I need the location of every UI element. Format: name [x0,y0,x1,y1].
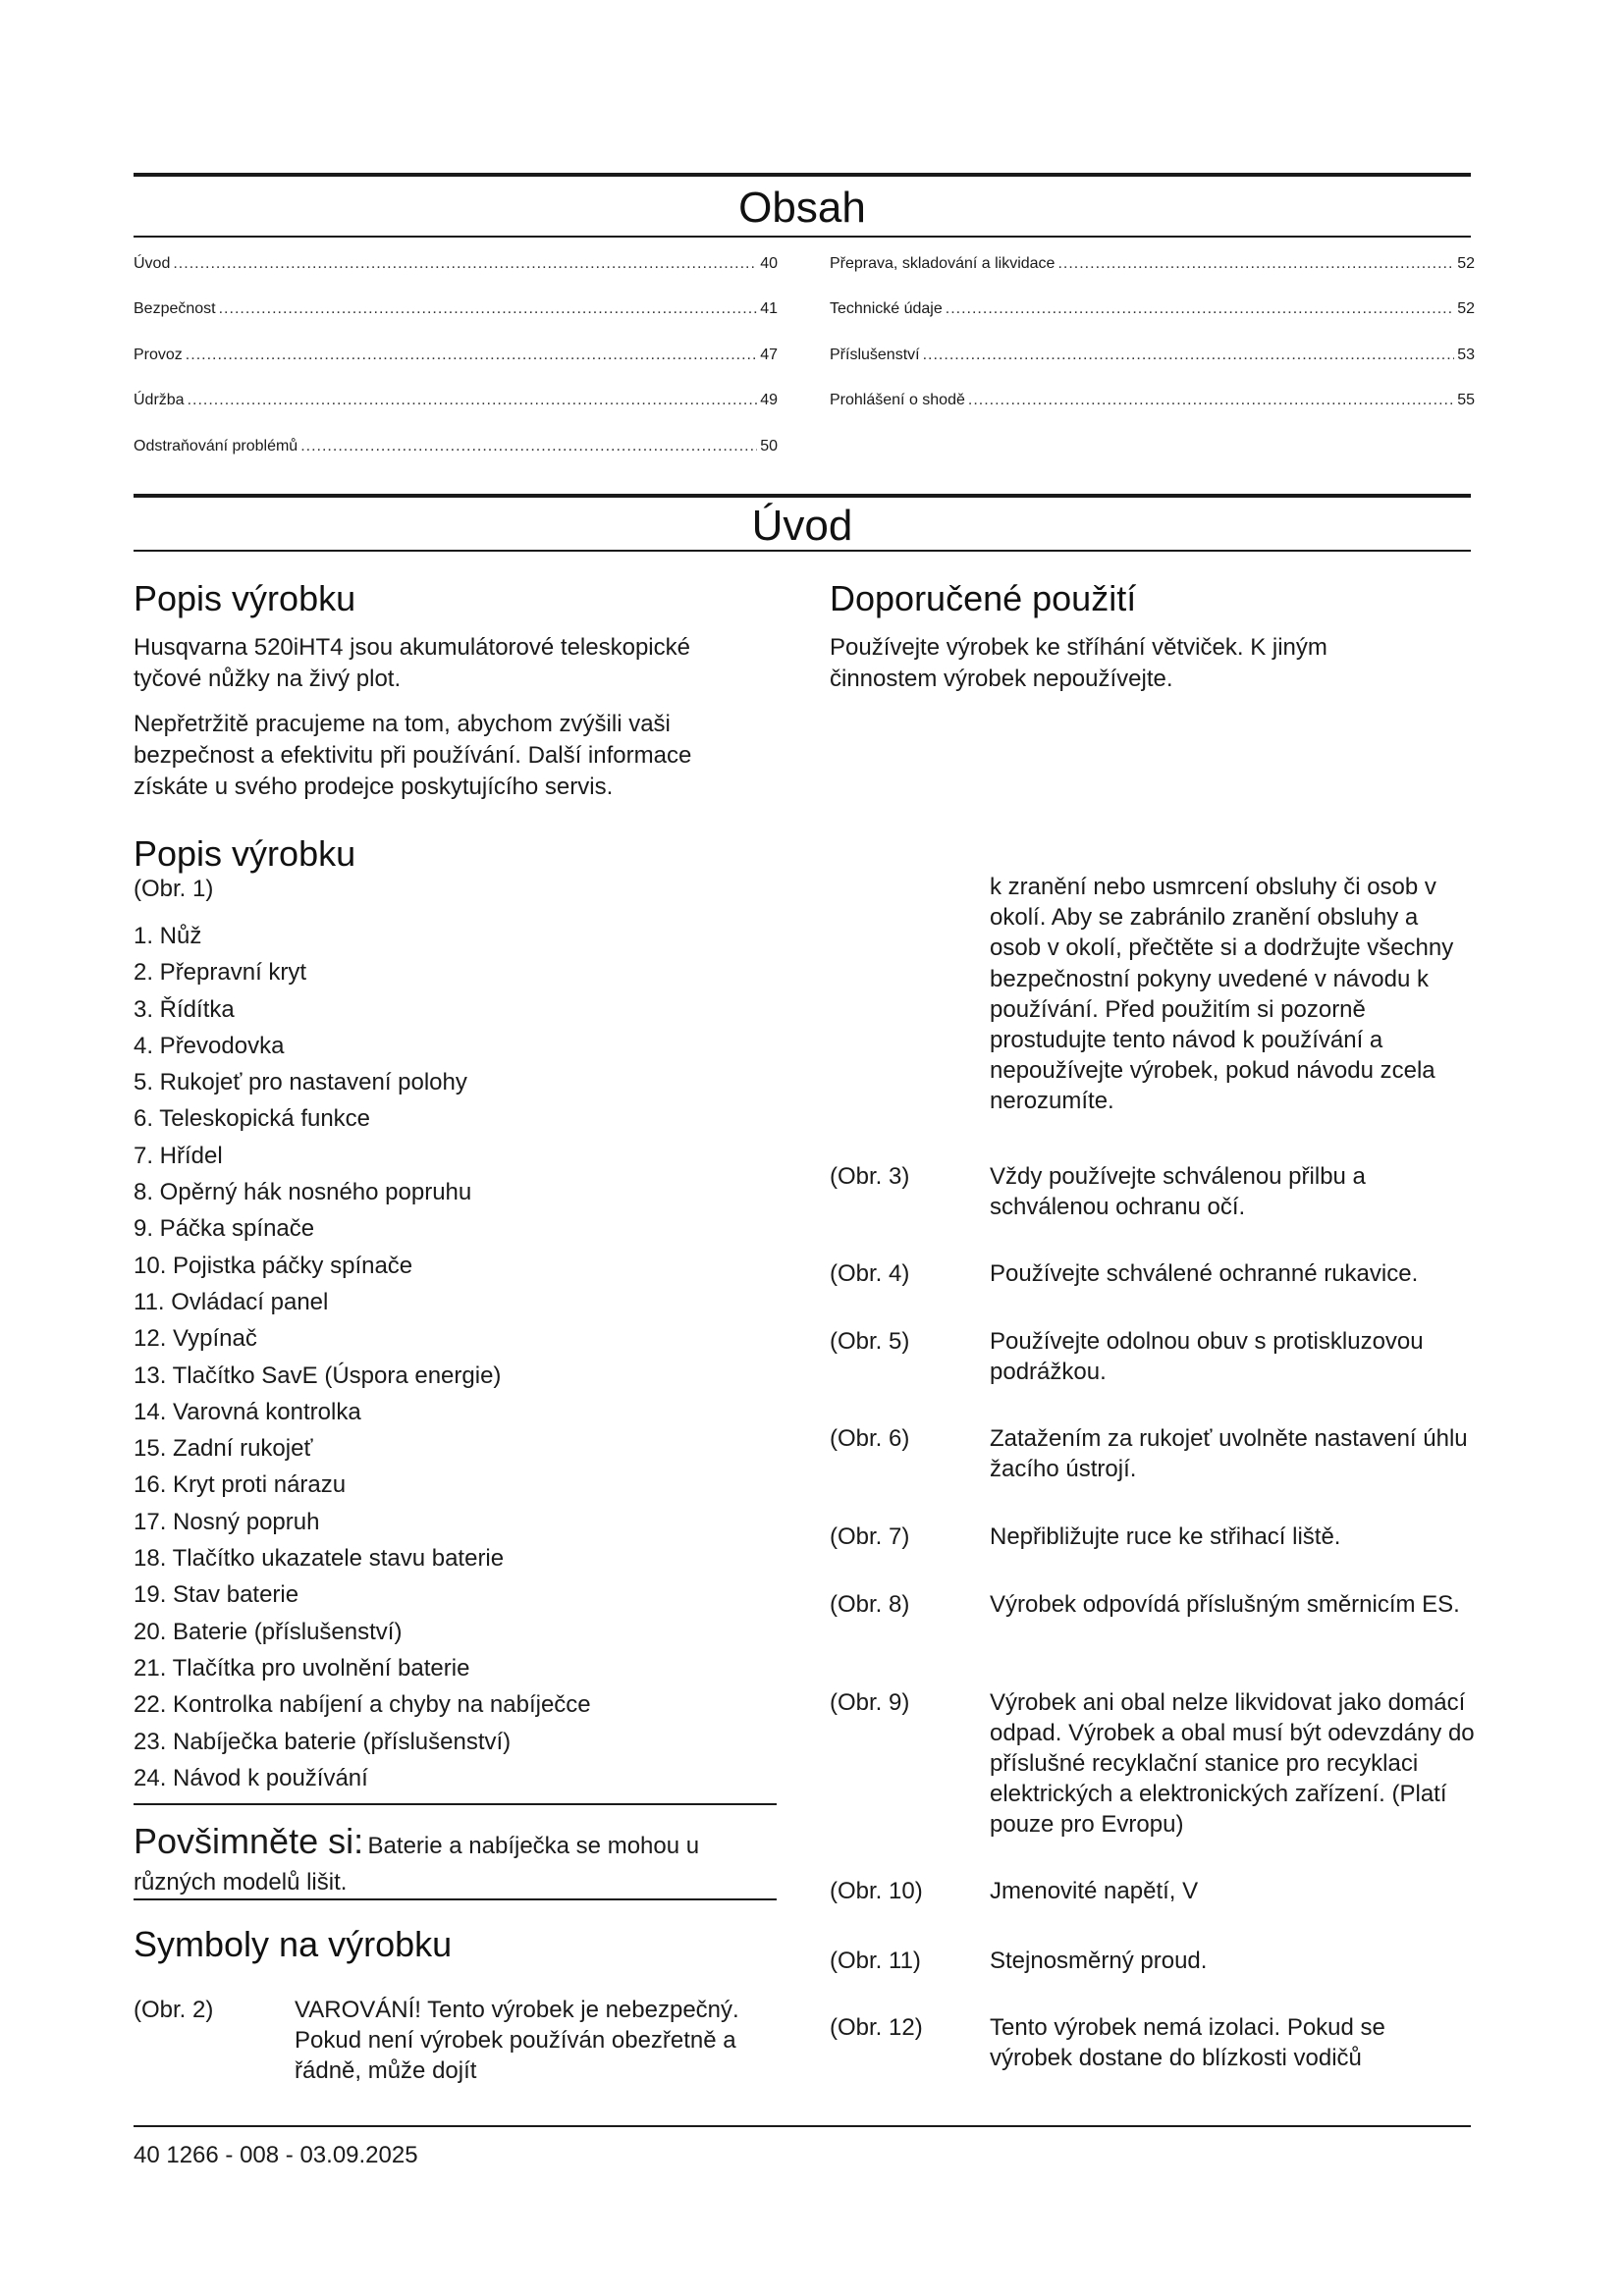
description-paragraph-2: Nepřetržitě pracujeme na tom, abychom zvýšili vaši bezpečnost a efektivitu při používání. Další informace získáte u svého prodejce poskytujícího servis. [134,711,692,800]
symbol-description: Výrobek odpovídá příslušným směrnicím ES. [990,1591,1460,1618]
list-item: 13. Tlačítko SavE (Úspora energie) [134,1362,502,1389]
toc-entry-label: Příslušenství [830,347,920,363]
toc-leader-dots [188,392,758,409]
page-footer: 40 1266 - 008 - 03.09.2025 [134,2142,418,2168]
symbol-figure-ref: (Obr. 6) [830,1425,910,1452]
warning-continuation: k zranění nebo usmrcení obsluhy či osob v okolí. Aby se zabránilo zranění obsluhy a osob v okolí, přečtěte si a dodržujte všechny bezpečnostní pokyny uvedené v návodu k používání. Před použitím si pozorně prostudujte tento návod k používání a nepoužívejte výrobek, pokud návodu zcela nerozumíte. [990,874,1454,1115]
intro-title-rule [134,550,1471,552]
description-heading: Popis výrobku [134,578,356,618]
note-top-rule [134,1803,777,1805]
note-text: Baterie a nabíječka se mohou u různých modelů lišit. [134,1833,700,1896]
symbol-figure-ref: (Obr. 9) [830,1689,910,1716]
list-item: 24. Návod k používání [134,1764,368,1791]
footer-rule [134,2125,1471,2127]
list-item: 7. Hřídel [134,1142,223,1169]
list-item: 4. Převodovka [134,1032,285,1059]
component-list [134,918,591,1796]
intro-title: Úvod [751,502,853,550]
symbol-figure-ref: (Obr. 3) [830,1163,910,1190]
toc-entry-label: Prohlášení o shodě [830,392,965,408]
list-item: 6. Teleskopická funkce [134,1105,371,1133]
overview-heading: Popis výrobku [134,833,356,874]
list-item: 16. Kryt proti nárazu [134,1471,347,1499]
symbol-description: Tento výrobek nemá izolaci. Pokud se výrobek dostane do blízkosti vodičů [990,2014,1385,2071]
toc-leader-dots [186,347,757,364]
symbols-heading: Symboly na výrobku [134,1924,453,1964]
toc-entry-prohlaseni[interactable] [830,392,1475,409]
toc-leader-dots [219,300,758,318]
toc-entry-label: Bezpečnost [134,300,216,317]
toc-leader-dots [300,438,757,455]
toc-entry-label: Přeprava, skladování a likvidace [830,255,1056,272]
list-item: 8. Opěrný hák nosného popruhu [134,1179,472,1206]
symbol-figure-ref: (Obr. 12) [830,2014,923,2041]
symbol-description: Jmenovité napětí, V [990,1878,1199,1904]
symbol-description: Vždy používejte schválenou přilbu a schválenou ochranu očí. [990,1163,1366,1220]
list-item: 1. Nůž [134,923,202,949]
note-title: Povšimněte si: [134,1821,364,1861]
toc-leader-dots [1057,255,1454,273]
toc-entry-label: Provoz [134,347,183,363]
intended-use-heading: Doporučené použití [830,578,1137,618]
note-box [134,1821,777,1902]
list-item: 12. Vypínač [134,1325,257,1353]
symbol-figure-ref: (Obr. 2) [134,1997,214,2023]
toc-top-rule [134,173,1471,177]
toc-entry-label: Odstraňování problémů [134,438,298,454]
toc-entry-page: 40 [760,255,778,272]
toc-entry-uvod[interactable] [134,255,778,273]
symbol-figure-ref: (Obr. 7) [830,1523,910,1550]
list-item: 17. Nosný popruh [134,1508,320,1535]
intro-top-rule [134,494,1471,498]
symbol-figure-ref: (Obr. 11) [830,1948,921,1974]
symbol-description: Zatažením za rukojeť uvolněte nastavení úhlu žacího ústrojí. [990,1425,1468,1482]
toc-entry-bezpecnost[interactable] [134,300,778,318]
list-item: 3. Řídítka [134,995,235,1023]
list-item: 11. Ovládací panel [134,1288,329,1315]
symbol-figure-ref: (Obr. 4) [830,1260,910,1287]
list-item: 21. Tlačítka pro uvolnění baterie [134,1654,470,1682]
list-item: 18. Tlačítko ukazatele stavu baterie [134,1545,505,1573]
toc-entry-udrzba[interactable] [134,392,778,409]
toc-entry-prislusenstvi[interactable] [830,347,1475,364]
toc-title-rule [134,236,1471,238]
list-item: 15. Zadní rukojeť [134,1435,313,1463]
list-item: 2. Přepravní kryt [134,959,307,987]
symbol-description: Používejte odolnou obuv s protiskluzovou podrážkou. [990,1328,1424,1385]
intended-use-paragraph: Používejte výrobek ke stříhání větviček. K jiným činnostem výrobek nepoužívejte. [830,634,1327,692]
list-item: 23. Nabíječka baterie (příslušenství) [134,1728,512,1755]
toc-entry-label: Technické údaje [830,300,943,317]
toc-entry-odstranovani[interactable] [134,438,778,455]
toc-entry-page: 41 [760,300,778,317]
overview-figure-ref: (Obr. 1) [134,876,214,902]
toc-entry-page: 50 [760,438,778,454]
list-item: 14. Varovná kontrolka [134,1398,361,1425]
toc-entry-page: 52 [1457,300,1475,317]
toc-entry-page: 55 [1457,392,1475,408]
list-item: 5. Rukojeť pro nastavení polohy [134,1069,467,1096]
toc-entry-page: 52 [1457,255,1475,272]
toc-entry-technicke-udaje[interactable] [830,300,1475,318]
toc-title: Obsah [738,184,866,232]
toc-entry-preprava[interactable] [830,255,1475,273]
symbol-description: VAROVÁNÍ! Tento výrobek je nebezpečný. Pokud není výrobek používán obezřetně a řádně, může dojít [295,1997,739,2084]
toc-entry-page: 49 [760,392,778,408]
list-item: 20. Baterie (příslušenství) [134,1618,403,1645]
toc-entry-page: 53 [1457,347,1475,363]
symbol-figure-ref: (Obr. 5) [830,1328,910,1355]
toc-entry-provoz[interactable] [134,347,778,364]
toc-leader-dots [946,300,1454,318]
symbol-figure-ref: (Obr. 8) [830,1591,910,1618]
toc-leader-dots [923,347,1455,364]
toc-entry-page: 47 [760,347,778,363]
toc-leader-dots [968,392,1454,409]
description-paragraph-1: Husqvarna 520iHT4 jsou akumulátorové teleskopické tyčové nůžky na živý plot. [134,634,690,692]
symbol-description: Používejte schválené ochranné rukavice. [990,1260,1419,1287]
symbol-description: Výrobek ani obal nelze likvidovat jako domácí odpad. Výrobek a obal musí být odevzdány do příslušné recyklační stanice pro recyklaci elektrických a elektronických zařízení. (Platí pouze pro Evropu) [990,1689,1475,1838]
list-item: 19. Stav baterie [134,1581,299,1609]
symbol-description: Stejnosměrný proud. [990,1948,1208,1974]
toc-entry-label: Údržba [134,392,185,408]
symbol-description: Nepřibližujte ruce ke střihací liště. [990,1523,1341,1550]
list-item: 10. Pojistka páčky spínače [134,1252,413,1279]
toc-leader-dots [173,255,757,273]
note-bottom-rule [134,1898,777,1900]
list-item: 22. Kontrolka nabíjení a chyby na nabíječce [134,1691,591,1719]
list-item: 9. Páčka spínače [134,1215,315,1243]
toc-entry-label: Úvod [134,255,171,272]
symbol-figure-ref: (Obr. 10) [830,1878,923,1904]
